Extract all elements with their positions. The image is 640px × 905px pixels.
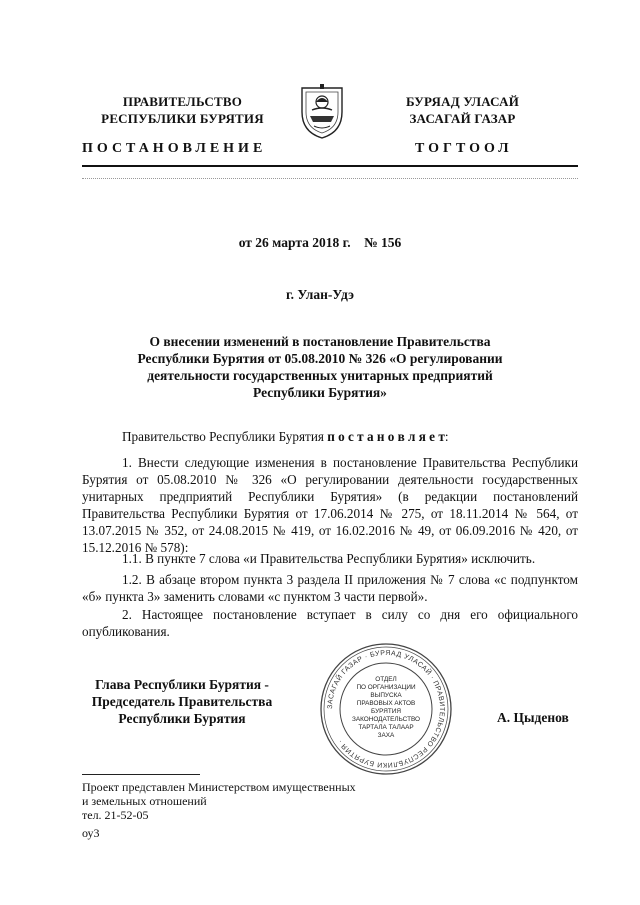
stamp-line5: БУРЯТИЯ bbox=[371, 708, 401, 715]
signatory-position-line2: Председатель Правительства bbox=[91, 694, 273, 709]
decree-title-line4: Республики Бурятия» bbox=[253, 385, 387, 400]
paragraph-1: 1. Внести следующие изменения в постановление Правительства Республики Бурятия от 05.08.2010 № 326 «О регулировании деятельности государственных унитарных предприятий Республики Бурятия» (в редакции постановлений Правительства Республики Бурятия от 17.06.2014 № 275, от 18.11.2014 № 564, от 13.07.2015 № 352, от 24.08.2015 № 419, от 16.02.2016 № 49, от 06.09.2016 № 420, от 15.12.2016 № 578): bbox=[82, 455, 578, 555]
stamp-line7: ТАРТАЛА ТАЛААР bbox=[358, 724, 414, 731]
government-name-ru-line1: ПРАВИТЕЛЬСТВО bbox=[122, 94, 243, 109]
preamble-end: : bbox=[444, 429, 449, 444]
government-name-bur-line1: БУРЯАД УЛАСАЙ bbox=[405, 94, 520, 109]
header-dotted-line bbox=[82, 178, 578, 179]
stamp-line6: ЗАКОНОДАТЕЛЬСТВО bbox=[351, 716, 421, 723]
decree-title bbox=[90, 333, 550, 401]
header-left bbox=[95, 93, 270, 127]
footer-line3: тел. 21-52-05 bbox=[82, 808, 149, 822]
footer-line1: Проект представлен Министерством имущественных bbox=[82, 780, 356, 794]
republic-emblem-icon bbox=[298, 82, 346, 140]
decree-title-line2: Республики Бурятия от 05.08.2010 № 326 «О регулировании bbox=[137, 351, 503, 366]
government-name-bur-line2: ЗАСАГАЙ ГАЗАР bbox=[409, 111, 516, 126]
header-right bbox=[375, 93, 550, 127]
decree-number: № 156 bbox=[364, 235, 402, 250]
preamble bbox=[82, 428, 578, 445]
document-type-ru: ПОСТАНОВЛЕНИЕ bbox=[82, 141, 267, 156]
decree-title-line3: деятельности государственных унитарных предприятий bbox=[147, 368, 493, 383]
signatory-position-line3: Республики Бурятия bbox=[118, 711, 246, 726]
decree-date: от 26 марта 2018 г. bbox=[238, 235, 351, 250]
stamp-line4: ПРАВОВЫХ АКТОВ bbox=[356, 700, 416, 707]
stamp-ring-text: ЗАСАГАЙ ГАЗАР · БУРЯАД УЛАСАЙ · ПРАВИТЕЛЬСТВО РЕСПУБЛИКИ БУРЯТИЯ · bbox=[326, 649, 446, 769]
preamble-emphasis: п о с т а н о в л я е т bbox=[327, 429, 445, 444]
decree-title-line1: О внесении изменений в постановление Правительства bbox=[149, 334, 491, 349]
footer-note bbox=[82, 780, 402, 840]
government-name-ru-line2: РЕСПУБЛИКИ БУРЯТИЯ bbox=[101, 111, 264, 126]
footer-line2: и земельных отношений bbox=[82, 794, 207, 808]
footer-rule bbox=[82, 774, 200, 775]
paragraph-2: 2. Настоящее постановление вступает в силу со дня его официального опубликования. bbox=[82, 607, 578, 639]
official-stamp bbox=[318, 641, 454, 777]
paragraph-1-1: 1.1. В пункте 7 слова «и Правительства Республики Бурятия» исключить. bbox=[122, 551, 536, 566]
stamp-line1: ОТДЕЛ bbox=[375, 676, 397, 683]
preamble-text: Правительство Республики Бурятия bbox=[122, 429, 328, 444]
decree-city: г. Улан-Удэ bbox=[286, 287, 354, 302]
paragraph-1-2: 1.2. В абзаце втором пункта 3 раздела II приложения № 7 слова «с подпунктом «б» пункта 3» заменить словами «с пунктом 3 части первой». bbox=[82, 572, 578, 604]
stamp-line8: ЗАХА bbox=[377, 732, 395, 739]
header-divider bbox=[82, 165, 578, 167]
stamp-line3: ВЫПУСКА bbox=[370, 692, 402, 699]
signatory-name: А. Цыденов bbox=[497, 710, 569, 725]
signatory-position-line1: Глава Республики Бурятия - bbox=[95, 677, 269, 692]
document-type-bur: ТОГТООЛ bbox=[415, 141, 513, 156]
footer-code: оу3 bbox=[82, 826, 100, 840]
stamp-line2: ПО ОРГАНИЗАЦИИ bbox=[356, 684, 416, 691]
signatory-position bbox=[82, 676, 282, 727]
decree-date-number bbox=[0, 235, 640, 251]
